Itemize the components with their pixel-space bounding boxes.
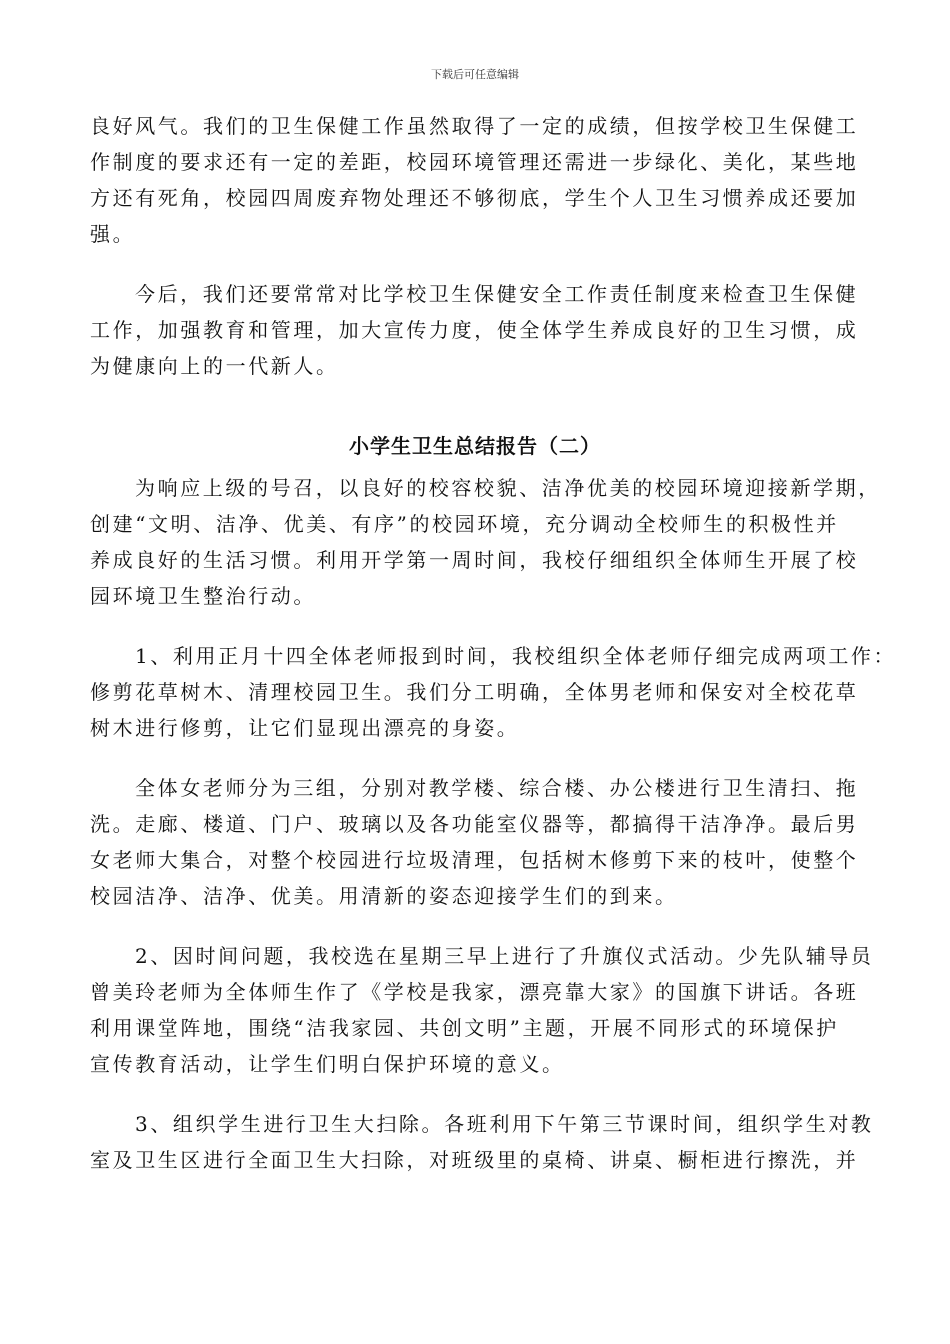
- text-line: 方还有死角，校园四周废弃物处理还不够彻底，学生个人卫生习惯养成还要加: [90, 186, 859, 210]
- text-line: 曾美玲老师为全体师生作了《学校是我家，漂亮靠大家》的国旗下讲话。各班: [90, 980, 859, 1004]
- text-line: 校园洁净、洁净、优美。用清新的姿态迎接学生们的到来。: [90, 884, 678, 908]
- text-line: 全体女老师分为三组，分别对教学楼、综合楼、办公楼进行卫生清扫、拖: [135, 776, 859, 800]
- text-line: 洗。走廊、楼道、门户、玻璃以及各功能室仪器等，都搞得干洁净净。最后男: [90, 812, 859, 836]
- text-line: 园环境卫生整治行动。: [90, 584, 316, 608]
- section-title: 小学生卫生总结报告（二）: [349, 434, 601, 458]
- text-line: 1、利用正月十四全体老师报到时间，我校组织全体老师仔细完成两项工作：: [135, 644, 897, 668]
- text-line: 宣传教育活动，让学生们明白保护环境的意义。: [90, 1052, 565, 1076]
- text-line: 利用课堂阵地，围绕“洁我家园、共创文明”主题，开展不同形式的环境保护: [90, 1016, 839, 1040]
- text-line: 今后，我们还要常常对比学校卫生保健安全工作责任制度来检查卫生保健: [135, 282, 859, 306]
- text-line: 2、因时间问题，我校选在星期三早上进行了升旗仪式活动。少先队辅导员: [135, 944, 874, 968]
- text-line: 创建“文明、洁净、优美、有序”的校园环境，充分调动全校师生的积极性并: [90, 512, 839, 536]
- text-line: 作制度的要求还有一定的差距，校园环境管理还需进一步绿化、美化，某些地: [90, 150, 859, 174]
- text-line: 强。: [90, 222, 136, 246]
- text-line: 工作，加强教育和管理，加大宣传力度，使全体学生养成良好的卫生习惯，成: [90, 318, 859, 342]
- text-line: 树木进行修剪，让它们显现出漂亮的身姿。: [90, 716, 520, 740]
- text-line: 室及卫生区进行全面卫生大扫除，对班级里的桌椅、讲桌、橱柜进行擦洗，并: [90, 1148, 859, 1172]
- text-line: 修剪花草树木、清理校园卫生。我们分工明确，全体男老师和保安对全校花草: [90, 680, 859, 704]
- text-line: 良好风气。我们的卫生保健工作虽然取得了一定的成绩，但按学校卫生保健工: [90, 114, 859, 138]
- text-line: 女老师大集合，对整个校园进行垃圾清理，包括树木修剪下来的枝叶，使整个: [90, 848, 859, 872]
- text-line: 为响应上级的号召，以良好的校容校貌、洁净优美的校园环境迎接新学期，: [135, 476, 881, 500]
- text-line: 养成良好的生活习惯。利用开学第一周时间，我校仔细组织全体师生开展了校: [90, 548, 859, 572]
- text-line: 为健康向上的一代新人。: [90, 354, 339, 378]
- page-header: 下载后可任意编辑: [431, 68, 519, 81]
- text-line: 3、组织学生进行卫生大扫除。各班利用下午第三节课时间，组织学生对教: [135, 1112, 874, 1136]
